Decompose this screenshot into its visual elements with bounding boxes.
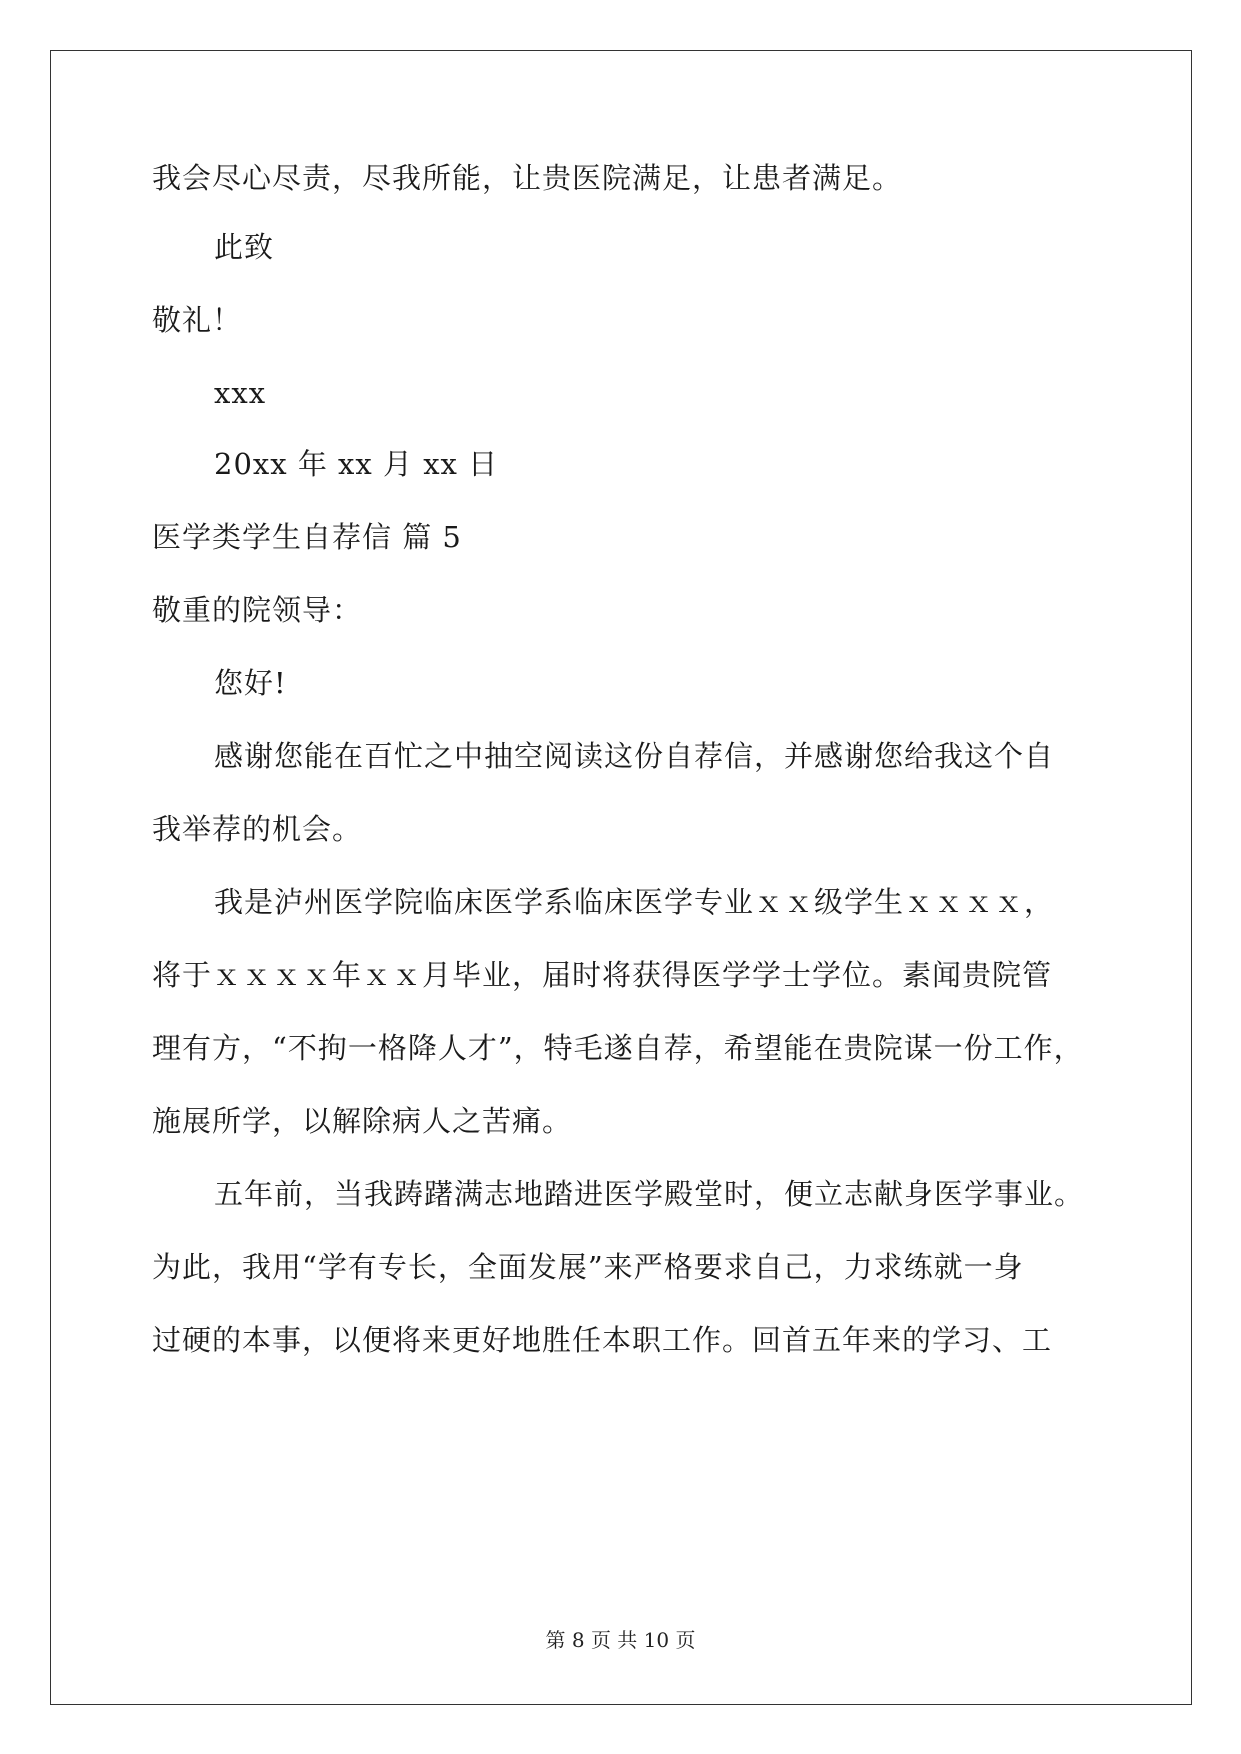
paragraph-line: 我举荐的机会。: [152, 812, 363, 846]
paragraph-line: 过硬的本事，以便将来更好地胜任本职工作。回首五年来的学习、工: [152, 1323, 1053, 1357]
salutation: 敬重的院领导：: [152, 593, 363, 627]
paragraph-line: 为此，我用“学有专长，全面发展”来严格要求自己，力求练就一身: [152, 1250, 1024, 1284]
greeting: 您好!: [214, 666, 287, 700]
text-line: 此致: [214, 230, 275, 264]
page-number-footer: 第 8 页 共 10 页: [545, 1628, 696, 1652]
page-border: [50, 50, 1192, 1705]
paragraph-line: 我是泸州医学院临床医学系临床医学专业ｘｘ级学生ｘｘｘｘ，: [214, 885, 1055, 919]
paragraph-line: 感谢您能在百忙之中抽空阅读这份自荐信，并感谢您给我这个自: [214, 739, 1055, 773]
paragraph-line: 理有方，“不拘一格降人才”，特毛遂自荐，希望能在贵院谋一份工作，: [152, 1031, 1084, 1065]
text-line: xxx: [214, 376, 267, 410]
paragraph-line: 施展所学，以解除病人之苦痛。: [152, 1104, 573, 1138]
paragraph-line: 将于ｘｘｘｘ年ｘｘ月毕业，届时将获得医学学士学位。素闻贵院管: [152, 958, 1053, 992]
text-line: 20xx 年 xx 月 xx 日: [214, 447, 499, 481]
text-line: 敬礼！: [152, 303, 243, 337]
text-line: 我会尽心尽责，尽我所能，让贵医院满足，让患者满足。: [152, 161, 903, 195]
section-heading: 医学类学生自荐信 篇 5: [152, 520, 462, 554]
paragraph-line: 五年前，当我踌躇满志地踏进医学殿堂时，便立志献身医学事业。: [214, 1177, 1085, 1211]
